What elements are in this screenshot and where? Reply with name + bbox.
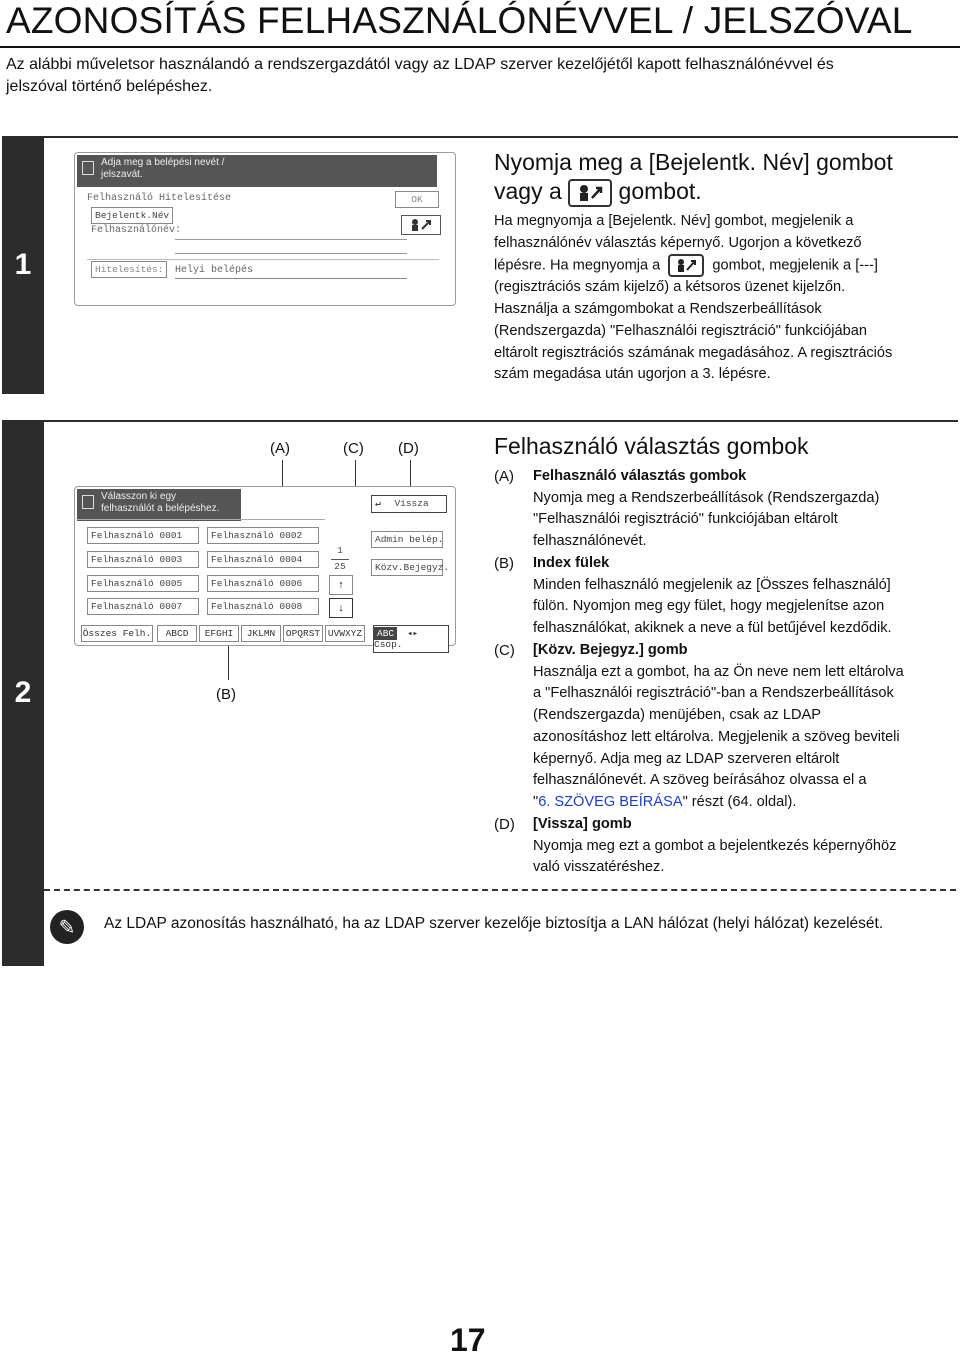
step-1-body-line: [494, 254, 944, 277]
login-screen-header: [77, 155, 437, 187]
item-line: felhasználókat, akiknek a neve a fül betűjével kezdődik.: [533, 620, 892, 637]
auth-method-label: Hitelesítés:: [91, 261, 167, 278]
page-total: 25: [334, 561, 346, 572]
callout-d: (D): [398, 440, 419, 457]
auth-section-label: Felhasználó Hitelesítése: [87, 193, 232, 204]
auth-method-value[interactable]: Helyi belépés: [175, 265, 407, 279]
user-button[interactable]: Felhasználó 0004: [207, 551, 319, 568]
tab-opqrst[interactable]: OPQRST: [283, 625, 323, 642]
item-line: a "Felhasználói regisztráció"-ban a Rendszerbeállítások: [533, 685, 894, 702]
user-select-header-line-2: felhasználót a belépéshez.: [101, 503, 220, 514]
item-line: (Rendszergazda) menüjében, csak az LDAP: [533, 707, 821, 724]
toggle-arrows-icon: ◂▸: [406, 628, 419, 639]
scroll-up-icon[interactable]: ↑: [329, 575, 353, 595]
step-2-heading: Felhasználó választás gombok: [494, 433, 809, 459]
login-name-button[interactable]: Bejelentk.Név: [91, 207, 173, 224]
callout-b-line: [228, 640, 229, 680]
item-line: képernyő. Adja meg az LDAP szerveren eltárolt: [533, 750, 840, 767]
item-a: [533, 466, 953, 553]
login-header-line-1: Adja meg a belépési nevét /: [101, 157, 225, 168]
tab-abcd[interactable]: ABCD: [157, 625, 197, 642]
user-select-header-line-1: Válasszon ki egy: [101, 491, 177, 502]
pencil-note-icon: ✎: [50, 910, 84, 944]
page-divider: [331, 559, 349, 560]
step-1-body-line: (Rendszergazda) "Felhasználói regisztráció" funkciójában: [494, 322, 867, 339]
item-line: fülön. Nyomjon meg egy fület, hogy megjelenítse azon: [533, 598, 885, 615]
step-2-number: 2: [2, 420, 44, 966]
number-login-icon: [568, 179, 612, 207]
item-line: való visszatéréshez.: [533, 859, 665, 876]
number-login-icon[interactable]: [401, 215, 441, 235]
item-d: [533, 814, 953, 879]
step-1-rule: [2, 136, 958, 138]
item-b: [533, 553, 953, 640]
step-1-body: [494, 211, 944, 386]
callout-c: (C): [343, 440, 364, 457]
intro-line-2: jelszóval történő belépéshez.: [6, 78, 213, 95]
step-1-body-line: felhasználónév választás képernyő. Ugorjon a következő: [494, 234, 862, 251]
heading-text-a: vagy a: [494, 178, 562, 204]
item-title: [Vissza] gomb: [533, 816, 632, 832]
user-button[interactable]: Felhasználó 0001: [87, 527, 199, 544]
section-link[interactable]: 6. SZÖVEG BEÍRÁSA: [538, 793, 683, 810]
number-login-icon: [668, 254, 704, 277]
step-1-heading-line-1: Nyomja meg a [Bejelentk. Név] gombot: [494, 149, 893, 175]
login-header-line-2: jelszavát.: [101, 169, 143, 180]
item-title: Index fülek: [533, 555, 610, 571]
direct-entry-button[interactable]: Közv.Bejegyz.: [371, 559, 443, 576]
item-title: [Közv. Bejegyz.] gomb: [533, 642, 688, 658]
user-button[interactable]: Felhasználó 0008: [207, 598, 319, 615]
user-button[interactable]: Felhasználó 0005: [87, 575, 199, 592]
step-1-body-line: (regisztrációs szám kijelző) a kétsoros üzenet kijelzőn.: [494, 279, 846, 296]
item-key: (A): [494, 468, 514, 485]
tab-efghi[interactable]: EFGHI: [199, 625, 239, 642]
user-button[interactable]: Felhasználó 0002: [207, 527, 319, 544]
step-1-number: 1: [2, 136, 44, 394]
user-button[interactable]: Felhasználó 0003: [87, 551, 199, 568]
item-line: Minden felhasználó megjelenik az [Összes felhasználó]: [533, 576, 891, 593]
item-title: Felhasználó választás gombok: [533, 468, 747, 484]
step-1-body-line: eltárolt regisztrációs számának megadásához. A regisztrációs: [494, 344, 893, 361]
group-toggle-label: Csop.: [374, 639, 403, 650]
item-line: "Felhasználói regisztráció" funkciójában eltárolt: [533, 511, 838, 528]
document-icon: [82, 161, 94, 175]
link-post: " részt (64. oldal).: [682, 793, 797, 810]
item-line: Használja ezt a gombot, ha az Ön neve nem lett eltárolva: [533, 663, 904, 680]
item-line: felhasználónevét. A szöveg beírásához olvassa el a: [533, 772, 867, 789]
tab-uvwxyz[interactable]: UVWXYZ: [325, 625, 365, 642]
item-line: Nyomja meg ezt a gombot a bejelentkezés képernyőhöz: [533, 837, 897, 854]
step-1-body-line: Ha megnyomja a [Bejelentk. Név] gombot, megjelenik a: [494, 213, 854, 229]
back-button-label: Vissza: [394, 498, 429, 509]
document-icon: [82, 495, 94, 509]
step-1-body-line: Használja a számgombokat a Rendszerbeállítások: [494, 301, 822, 318]
tab-all-users[interactable]: Összes Felh.: [81, 625, 153, 642]
username-label: Felhasználónév:: [91, 225, 182, 236]
step-1-body-line: szám megadása után ugorjon a 3. lépésre.: [494, 366, 771, 383]
abc-toggle-label: ABC: [374, 627, 397, 640]
ok-button[interactable]: OK: [395, 191, 439, 208]
page-current: 1: [337, 545, 343, 556]
step-2-rule: [2, 420, 958, 422]
scroll-down-icon[interactable]: ↓: [329, 598, 353, 618]
item-c: [533, 640, 953, 814]
back-arrow-icon: ↵: [375, 498, 381, 509]
heading-text-b: gombot.: [618, 178, 702, 204]
user-select-header: [77, 489, 241, 521]
username-field-line: [175, 239, 407, 240]
abc-group-toggle[interactable]: [373, 625, 449, 653]
item-line: azonosításhoz lett eltárolva. Megjelenik a szöveg beviteli: [533, 728, 900, 745]
tab-jklmn[interactable]: JKLMN: [241, 625, 281, 642]
login-screen: [74, 152, 456, 306]
title-rule: [0, 46, 960, 48]
item-key: (B): [494, 555, 514, 572]
admin-login-button[interactable]: Admin belép.: [371, 531, 443, 548]
page-title: AZONOSÍTÁS FELHASZNÁLÓNÉVVEL / JELSZÓVAL: [6, 0, 913, 41]
item-key: (C): [494, 642, 515, 659]
back-button[interactable]: [371, 495, 447, 513]
item-line: Nyomja meg a Rendszerbeállítások (Rendszergazda): [533, 489, 880, 506]
note-text: Az LDAP azonosítás használható, ha az LDAP szerver kezelője biztosítja a LAN hálózat (helyi hálózat) kezelését.: [104, 915, 884, 932]
intro-line-1: Az alábbi műveletsor használandó a rendszergazdától vagy az LDAP szerver kezelőjétől kapott felhasználónévvel és: [6, 56, 834, 73]
step-1-heading-line-2: [494, 178, 702, 207]
header-divider: [77, 519, 325, 520]
step-1-body-text: lépésre. Ha megnyomja a: [494, 257, 661, 274]
user-button[interactable]: Felhasználó 0007: [87, 598, 199, 615]
callout-a: (A): [270, 440, 290, 457]
password-field-line: [175, 253, 407, 254]
callout-b: (B): [216, 686, 236, 703]
step-1-body-text: gombot, megjelenik a [---]: [712, 257, 878, 274]
item-key: (D): [494, 816, 515, 833]
page-number: 17: [450, 1322, 486, 1358]
user-select-screen: [74, 486, 456, 650]
link-pre: ": [533, 793, 539, 810]
item-line: felhasználónevét.: [533, 533, 647, 550]
note-divider: [44, 889, 956, 891]
user-button[interactable]: Felhasználó 0006: [207, 575, 319, 592]
item-line: [533, 792, 953, 814]
